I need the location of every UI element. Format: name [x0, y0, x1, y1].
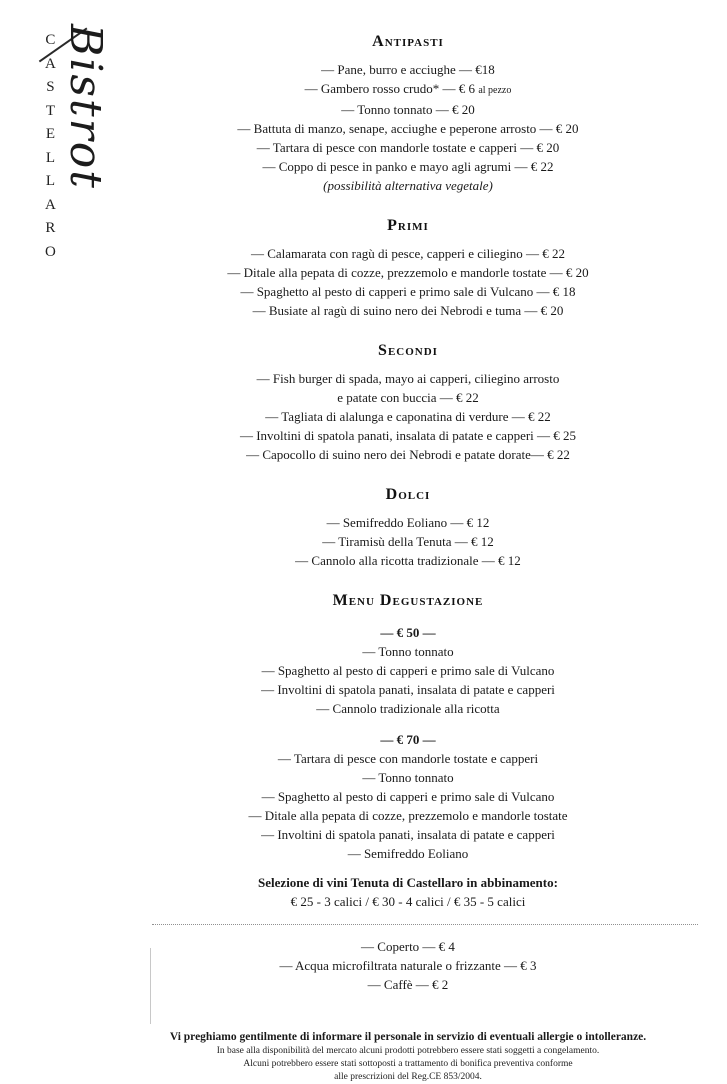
menu-item-text: (possibilità alternativa vegetale) — [323, 178, 493, 193]
menu-item-text: — Semifreddo Eoliano — [347, 846, 469, 861]
menu-item — [118, 551, 698, 570]
menu-item — [118, 661, 698, 680]
menu-item — [118, 975, 698, 994]
brand-letter: E — [45, 126, 55, 142]
brand-logo — [0, 0, 130, 300]
section-title-degustazione: Menu Degustazione — [332, 592, 484, 609]
menu-item — [118, 388, 698, 407]
footer-note: Alcuni potrebbero essere stati sottoposti a trattamento di bonifica preventiva conforme — [243, 1059, 573, 1069]
menu-item-text: — Acqua microfiltrata naturale o frizzante — € 3 — [279, 958, 537, 973]
menu-item — [118, 79, 698, 100]
menu-item-unit: al pezzo — [478, 85, 512, 96]
tasting-menu-price: — € 70 — — [380, 732, 436, 747]
brand-letter: L — [45, 149, 55, 166]
menu-item — [118, 680, 698, 699]
menu-item-text: — Calamarata con ragù di pesce, capperi e ciliegino — € 22 — [250, 246, 566, 261]
menu-content — [118, 0, 698, 1084]
left-vertical-rule — [150, 948, 151, 1024]
brand-letter: A — [45, 196, 56, 213]
section-title-secondi: Secondi — [378, 342, 438, 359]
extras-block — [118, 937, 698, 994]
menu-item — [118, 513, 698, 532]
menu-item — [118, 749, 698, 768]
menu-item-text: — Cannolo alla ricotta tradizionale — € 12 — [295, 553, 521, 568]
dotted-divider — [152, 924, 698, 925]
menu-item-text: — Tonno tonnato — € 20 — [341, 102, 475, 117]
menu-item — [118, 282, 698, 301]
menu-item — [118, 426, 698, 445]
menu-item — [118, 844, 698, 863]
menu-item-text: — Spaghetto al pesto di capperi e primo sale di Vulcano — [261, 663, 555, 678]
brand-letter: A — [45, 55, 56, 72]
menu-item-text: — Capocollo di suino nero dei Nebrodi e patate dorate— € 22 — [246, 447, 570, 462]
menu-item-text: — Tonno tonnato — [362, 770, 454, 785]
menu-item — [118, 825, 698, 844]
menu-item — [118, 157, 698, 176]
brand-letter: C — [45, 32, 56, 48]
menu-item — [118, 768, 698, 787]
menu-item-text: — Tiramisù della Tenuta — € 12 — [322, 534, 494, 549]
menu-item-text: — Spaghetto al pesto di capperi e primo sale di Vulcano — € 18 — [240, 284, 576, 299]
menu-item — [118, 806, 698, 825]
section-title-primi: Primi — [387, 217, 429, 234]
menu-item-text: — Involtini di spatola panati, insalata di patate e capperi — [261, 827, 555, 842]
menu-item — [118, 787, 698, 806]
menu-item-text: e patate con buccia — € 22 — [337, 390, 479, 405]
menu-item-text: — Battuta di manzo, senape, acciughe e peperone arrosto — € 20 — [237, 121, 579, 136]
menu-item — [118, 407, 698, 426]
menu-item — [118, 445, 698, 464]
brand-letter: L — [45, 173, 55, 189]
menu-item-text: — Spaghetto al pesto di capperi e primo sale di Vulcano — [261, 789, 555, 804]
menu-item-text: — Ditale alla pepata di cozze, prezzemolo e mandorle tostate — [248, 808, 568, 823]
menu-item-text: — Semifreddo Eoliano — € 12 — [326, 515, 490, 530]
brand-script-bistrot: Bistrot — [60, 24, 111, 190]
menu-item — [118, 699, 698, 718]
footer-note: alle prescrizioni del Reg.CE 853/2004. — [334, 1072, 482, 1082]
menu-item-text: — Pane, burro e acciughe — €18 — [321, 62, 495, 77]
brand-letter: R — [45, 220, 56, 236]
footer-note: In base alla disponibilità del mercato alcuni prodotti potrebbero essere stati soggetti a congelamento. — [216, 1046, 600, 1056]
menu-item-text: — Involtini di spatola panati, insalata di patate e capperi — € 25 — [239, 428, 577, 443]
menu-item — [118, 956, 698, 975]
menu-item — [118, 937, 698, 956]
menu-item-text: — Involtini di spatola panati, insalata di patate e capperi — [261, 682, 555, 697]
menu-item-text: — Tartara di pesce con mandorle tostate e capperi — [277, 751, 539, 766]
menu-item-text: — Gambero rosso crudo* — € 6 — [304, 81, 479, 96]
menu-item-text: — Tonno tonnato — [362, 644, 454, 659]
menu-item-text: — Cannolo tradizionale alla ricotta — [316, 701, 500, 716]
menu-item — [118, 642, 698, 661]
menu-item — [118, 119, 698, 138]
menu-item — [118, 532, 698, 551]
menu-item-text: — Coppo di pesce in panko e mayo agli agrumi — € 22 — [262, 159, 554, 174]
menu-item-text: — Busiate al ragù di suino nero dei Nebrodi e tuma — € 20 — [252, 303, 564, 318]
section-title-antipasti: Antipasti — [372, 33, 444, 50]
wine-pairing-prices: € 25 - 3 calici / € 30 - 4 calici / € 35 - 5 calici — [290, 894, 526, 909]
menu-item-text: — Caffè — € 2 — [367, 977, 449, 992]
menu-item-text: — Tagliata di alalunga e caponatina di verdure — € 22 — [265, 409, 551, 424]
menu-item — [118, 301, 698, 320]
menu-item-text: — Ditale alla pepata di cozze, prezzemolo e mandorle tostate — € 20 — [227, 265, 589, 280]
menu-item — [118, 263, 698, 282]
tasting-menu-price: — € 50 — — [380, 625, 436, 640]
brand-letter: S — [46, 79, 55, 95]
menu-item — [118, 369, 698, 388]
section-title-dolci: Dolci — [385, 486, 431, 503]
menu-item — [118, 244, 698, 263]
menu-item-text: — Coperto — € 4 — [361, 939, 455, 954]
menu-item-text: — Fish burger di spada, mayo ai capperi, ciliegino arrosto — [256, 371, 560, 386]
brand-wordmark-castellaro — [45, 33, 56, 260]
menu-item — [118, 176, 698, 195]
menu-item — [118, 100, 698, 119]
menu-item — [118, 138, 698, 157]
brand-letter: O — [45, 243, 56, 260]
wine-pairing-title: Selezione di vini Tenuta di Castellaro in abbinamento: — [258, 875, 558, 890]
menu-item — [118, 60, 698, 79]
brand-letter: T — [45, 102, 55, 119]
menu-item-text: — Tartara di pesce con mandorle tostate e capperi — € 20 — [256, 140, 560, 155]
allergy-notice: Vi preghiamo gentilmente di informare il personale in servizio di eventuali allergie o intolleranze. — [169, 1031, 647, 1043]
